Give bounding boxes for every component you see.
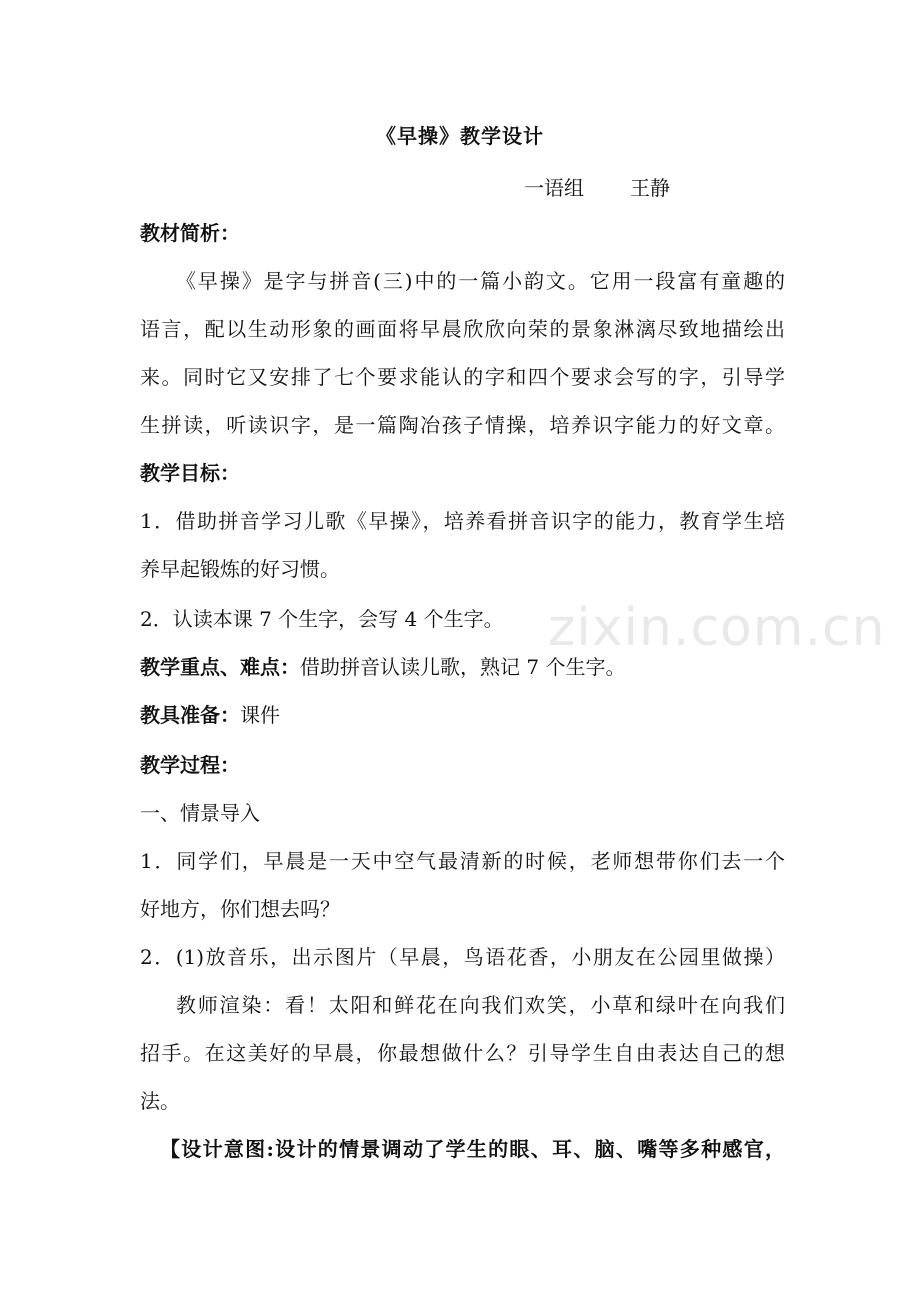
goal-item-line: 1．借助拼音学习儿歌《早操》，培养看拼音识字的能力，教育学生培 [140, 509, 785, 533]
author-group: 一语组 [524, 176, 584, 200]
tools-text: 课件 [240, 703, 280, 727]
step-title: 一、情景导入 [140, 801, 260, 825]
heading-tools: 教具准备： [140, 703, 240, 727]
step-item: 2．(1)放音乐，出示图片（早晨，鸟语花香，小朋友在公园里做操） [140, 945, 785, 969]
author-name: 王静 [630, 176, 670, 200]
paragraph-line: 《早操》是字与拼音(三)中的一篇小韵文。它用一段富有童趣的 [176, 269, 785, 293]
heading-material: 教材简析： [140, 221, 240, 245]
key-points-line [140, 653, 785, 681]
design-intent: 【设计意图:设计的情景调动了学生的眼、耳、脑、嘴等多种感官， [160, 1137, 785, 1161]
key-points-text: 借助拼音认读儿歌，熟记 7 个生字。 [300, 655, 626, 679]
author-line [524, 172, 670, 201]
tools-line [140, 701, 785, 729]
heading-key-points: 教学重点、难点： [140, 655, 300, 679]
heading-goals: 教学目标： [140, 461, 240, 485]
teacher-line: 法。 [140, 1089, 180, 1113]
teacher-line: 教师渲染：看！太阳和鲜花在向我们欢笑，小草和绿叶在向我们 [176, 993, 785, 1017]
goal-item-line: 养早起锻炼的好习惯。 [140, 557, 340, 581]
step-item-line: 好地方，你们想去吗？ [140, 897, 340, 921]
paragraph-line: 语言，配以生动形象的画面将早晨欣欣向荣的景象淋漓尽致地描绘出 [140, 317, 785, 341]
teacher-line: 招手。在这美好的早晨，你最想做什么？引导学生自由表达自己的想 [140, 1041, 785, 1065]
step-item-line: 1．同学们，早晨是一天中空气最清新的时候，老师想带你们去一个 [140, 849, 785, 873]
paragraph-line: 来。同时它又安排了七个要求能认的字和四个要求会写的字，引导学 [140, 365, 785, 389]
document-title: 《早操》教学设计 [376, 124, 544, 148]
heading-process: 教学过程： [140, 753, 240, 777]
paragraph-line: 生拼读，听读识字，是一篇陶冶孩子情操，培养识字能力的好文章。 [140, 413, 785, 437]
watermark: zixin.com.cn [548, 598, 886, 658]
goal-item: 2．认读本课 7 个生字，会写 4 个生字。 [140, 607, 504, 631]
